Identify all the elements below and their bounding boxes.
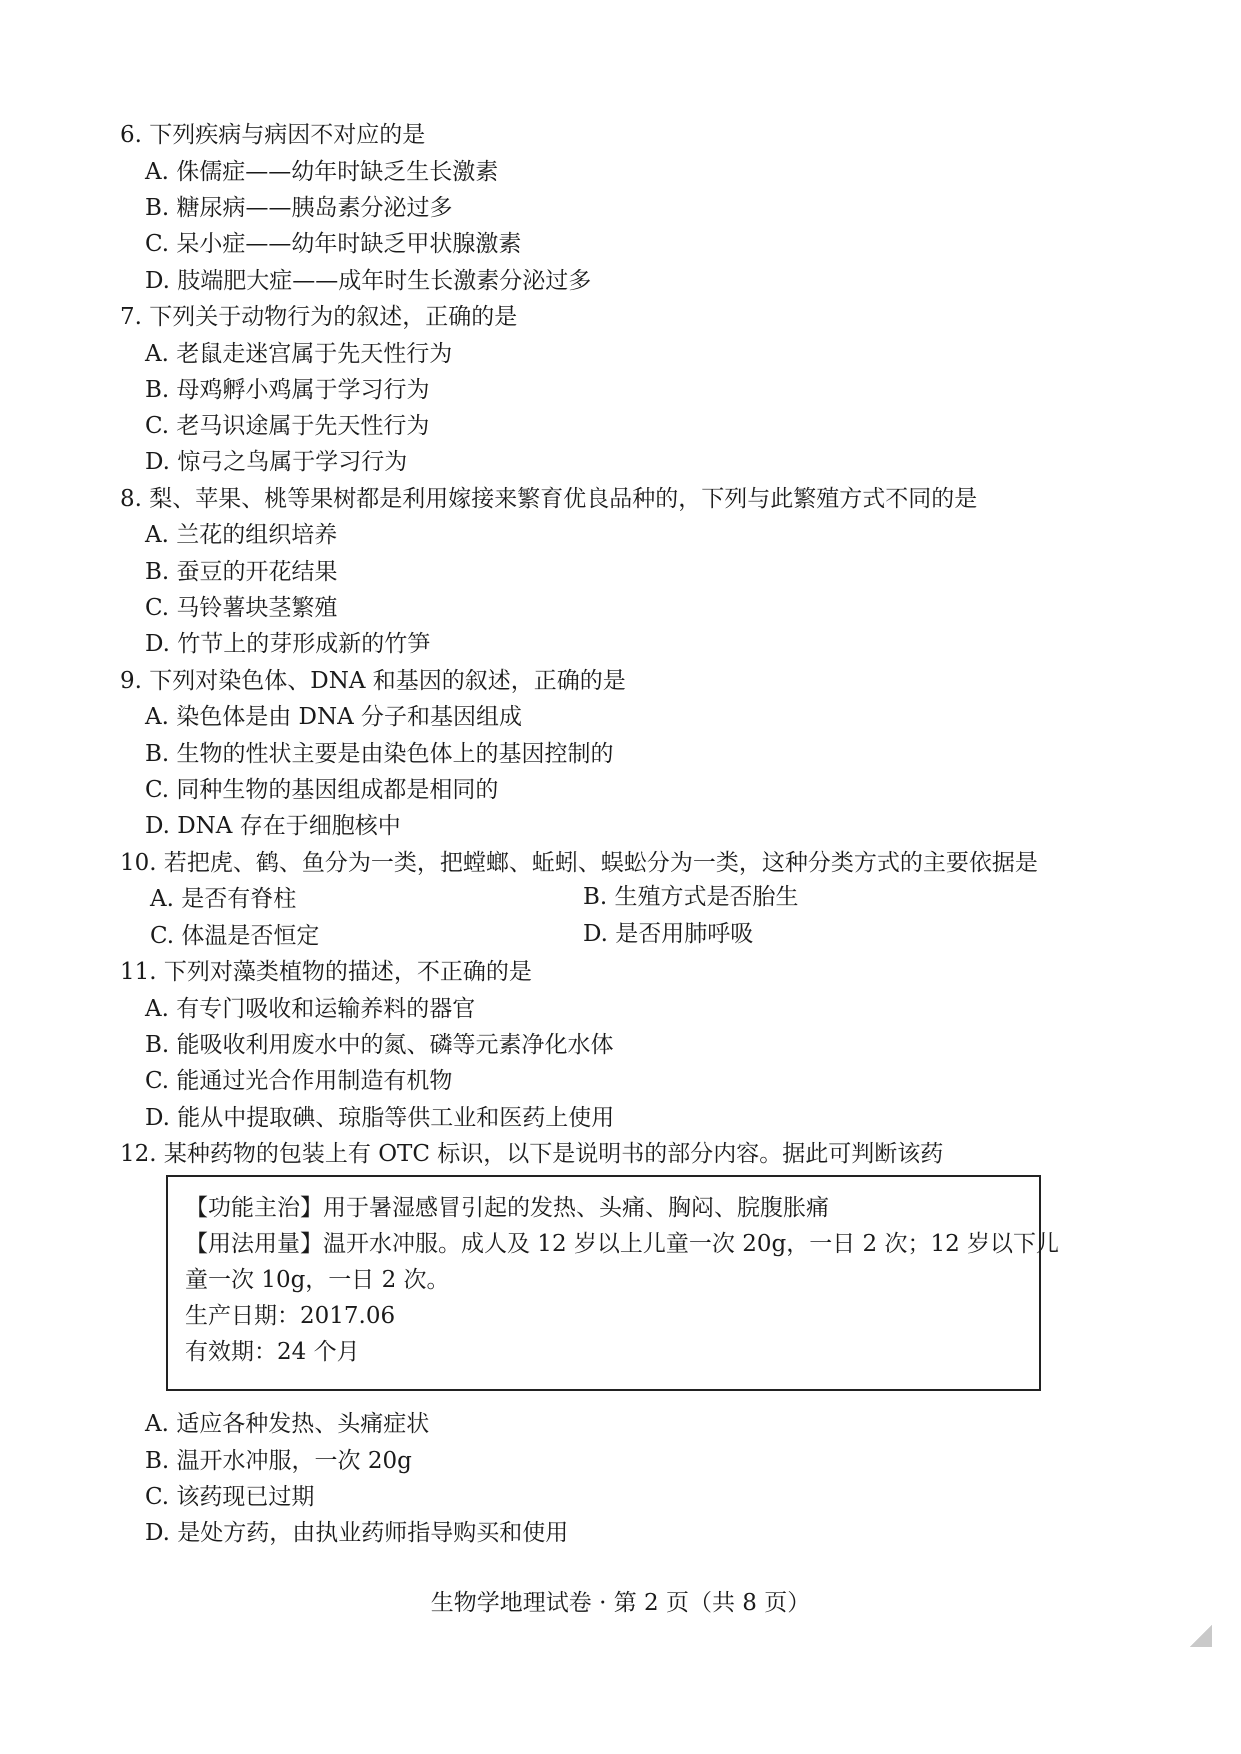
- question-10-option-b: B. 生殖方式是否胎生: [583, 884, 799, 910]
- question-10-option-a: A. 是否有脊柱: [150, 886, 297, 912]
- question-12-option-a: A. 适应各种发热、头痛症状: [145, 1411, 430, 1437]
- question-6-option-c: C. 呆小症——幼年时缺乏甲状腺激素: [145, 231, 522, 257]
- leaflet-dosage: 【用法用量】温开水冲服。成人及 12 岁以上儿童一次 20g，一日 2 次；12 岁以下儿: [185, 1231, 1060, 1257]
- question-11-option-c: C. 能通过光合作用制造有机物: [145, 1068, 453, 1094]
- question-11-stem: 11. 下列对藻类植物的描述，不正确的是: [120, 959, 532, 985]
- question-8-option-d: D. 竹节上的芽形成新的竹笋: [145, 631, 431, 657]
- question-11-option-a: A. 有专门吸收和运输养料的器官: [145, 996, 476, 1022]
- leaflet-expiry: 有效期：24 个月: [185, 1339, 360, 1365]
- question-10-option-d: D. 是否用肺呼吸: [583, 921, 754, 947]
- question-9-stem: 9. 下列对染色体、DNA 和基因的叙述，正确的是: [120, 668, 626, 694]
- question-7-stem: 7. 下列关于动物行为的叙述，正确的是: [120, 304, 518, 330]
- leaflet-production-date: 生产日期：2017.06: [185, 1303, 396, 1329]
- question-11-option-b: B. 能吸收利用废水中的氮、磷等元素净化水体: [145, 1032, 614, 1058]
- question-12-option-d: D. 是处方药，由执业药师指导购买和使用: [145, 1520, 569, 1546]
- question-9-option-c: C. 同种生物的基因组成都是相同的: [145, 777, 499, 803]
- question-12-option-c: C. 该药现已过期: [145, 1484, 315, 1510]
- page-footer: 生物学地理试卷 · 第 2 页（共 8 页）: [430, 1590, 811, 1616]
- leaflet-dosage-continued: 童一次 10g，一日 2 次。: [185, 1267, 450, 1293]
- leaflet-indications: 【功能主治】用于暑湿感冒引起的发热、头痛、胸闷、脘腹胀痛: [185, 1195, 829, 1221]
- question-7-option-d: D. 惊弓之鸟属于学习行为: [145, 449, 408, 475]
- question-10-stem: 10. 若把虎、鹤、鱼分为一类，把螳螂、蚯蚓、蜈蚣分为一类，这种分类方式的主要依据是: [120, 850, 1038, 876]
- question-8-option-c: C. 马铃薯块茎繁殖: [145, 595, 338, 621]
- question-6-option-d: D. 肢端肥大症——成年时生长激素分泌过多: [145, 268, 592, 294]
- question-12-stem: 12. 某种药物的包装上有 OTC 标识，以下是说明书的部分内容。据此可判断该药: [120, 1141, 944, 1167]
- question-12-option-b: B. 温开水冲服，一次 20g: [145, 1448, 412, 1474]
- question-6-stem: 6. 下列疾病与病因不对应的是: [120, 122, 426, 148]
- question-9-option-a: A. 染色体是由 DNA 分子和基因组成: [145, 704, 523, 730]
- question-8-option-b: B. 蚕豆的开花结果: [145, 559, 338, 585]
- question-7-option-c: C. 老马识途属于先天性行为: [145, 413, 430, 439]
- question-7-option-a: A. 老鼠走迷宫属于先天性行为: [145, 341, 453, 367]
- question-8-option-a: A. 兰花的组织培养: [145, 522, 338, 548]
- question-8-stem: 8. 梨、苹果、桃等果树都是利用嫁接来繁育优良品种的，下列与此繁殖方式不同的是: [120, 486, 978, 512]
- question-11-option-d: D. 能从中提取碘、琼脂等供工业和医药上使用: [145, 1105, 615, 1131]
- question-9-option-b: B. 生物的性状主要是由染色体上的基因控制的: [145, 741, 614, 767]
- question-10-option-c: C. 体温是否恒定: [150, 923, 320, 949]
- question-6-option-b: B. 糖尿病——胰岛素分泌过多: [145, 195, 453, 221]
- page-corner-fold-icon: [1190, 1625, 1212, 1647]
- question-6-option-a: A. 侏儒症——幼年时缺乏生长激素: [145, 159, 499, 185]
- question-7-option-b: B. 母鸡孵小鸡属于学习行为: [145, 377, 430, 403]
- question-9-option-d: D. DNA 存在于细胞核中: [145, 813, 401, 839]
- medicine-leaflet-box: [166, 1175, 1060, 1391]
